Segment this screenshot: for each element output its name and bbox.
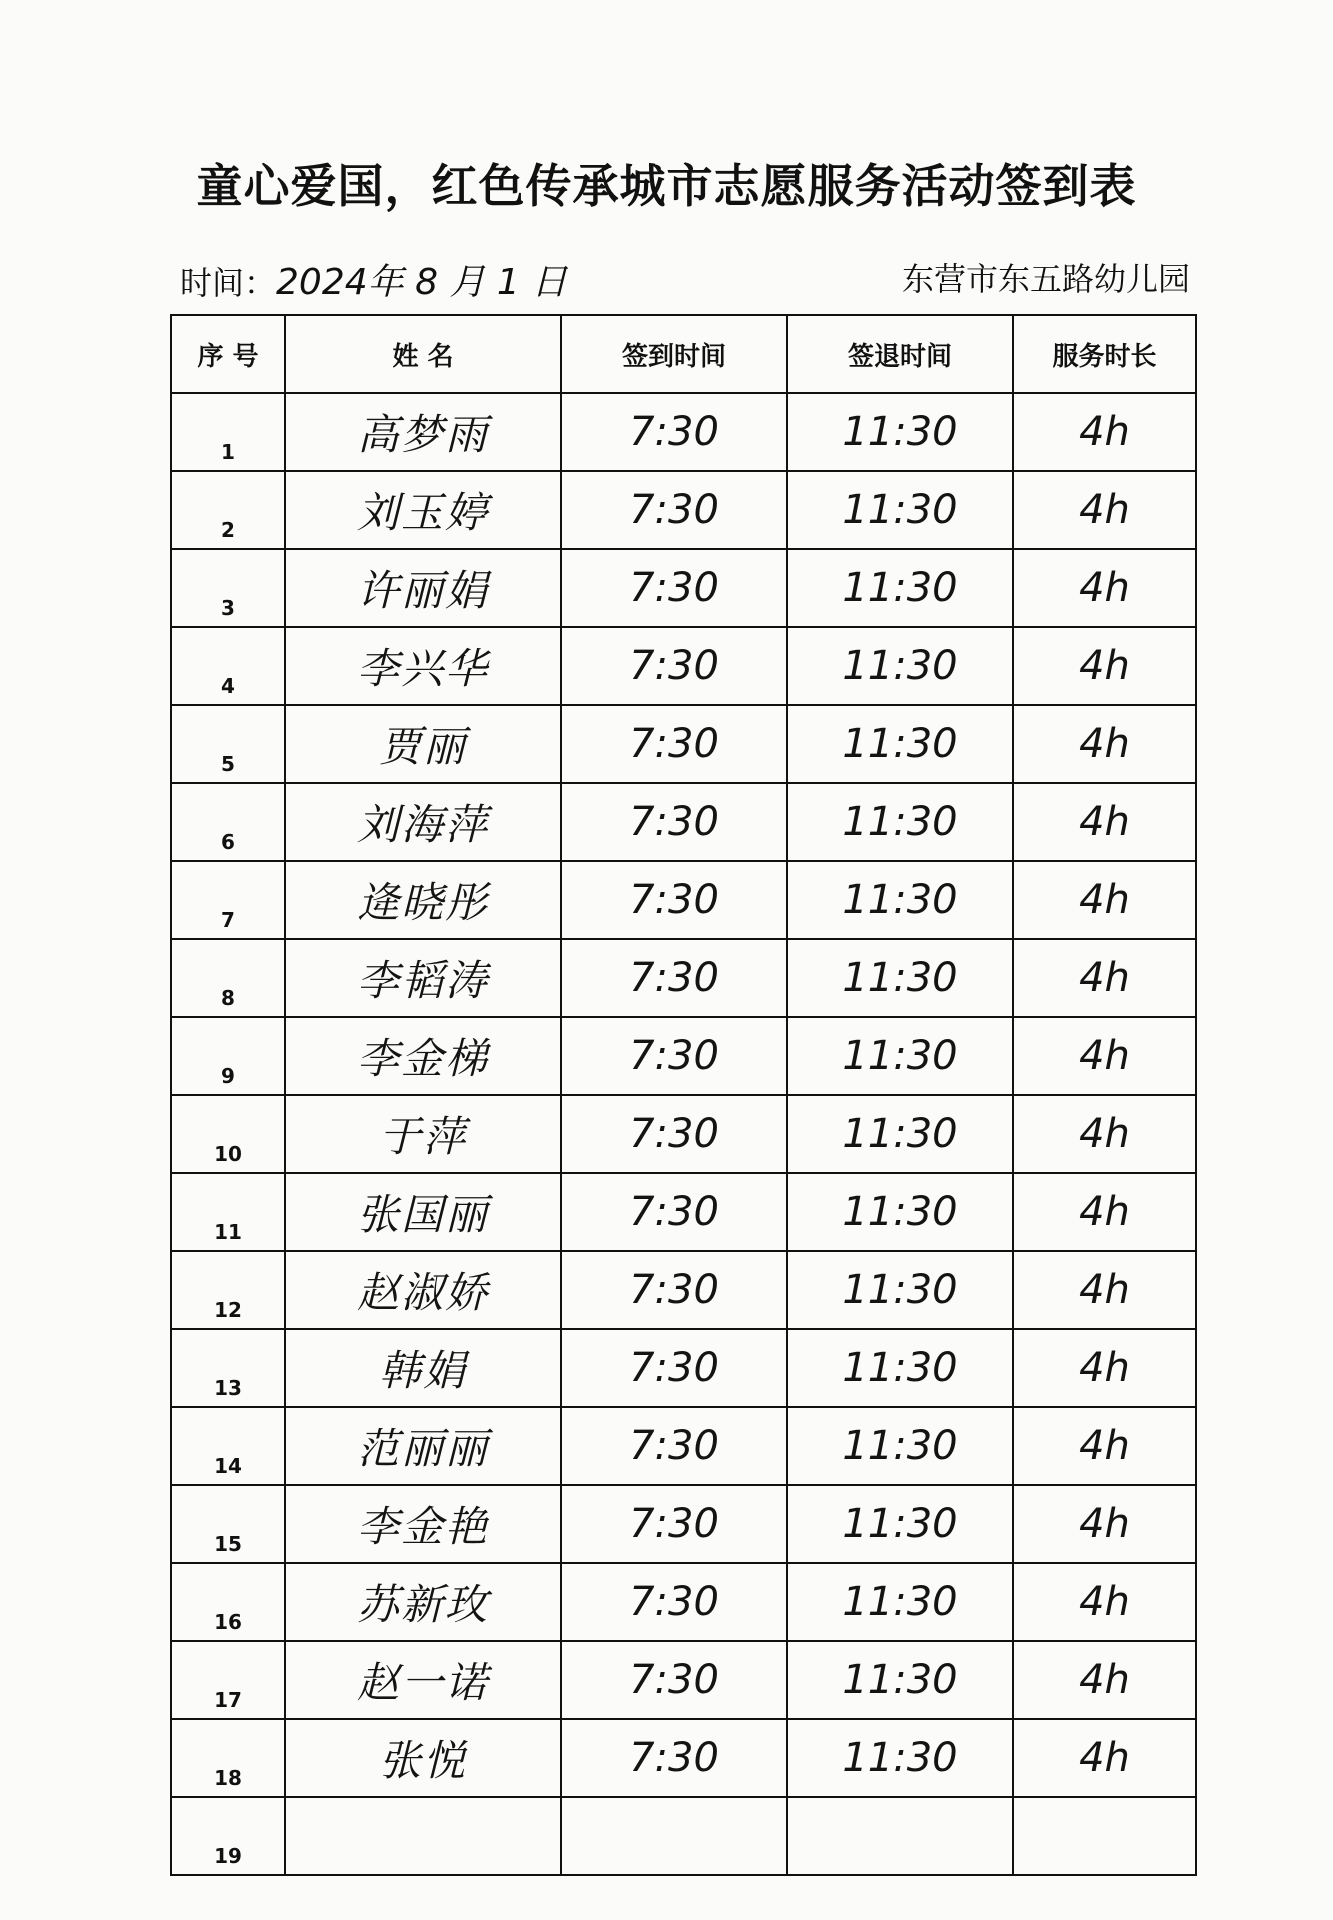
row-name: 许丽娟	[285, 549, 561, 627]
row-name: 李韬涛	[285, 939, 561, 1017]
row-name: 张国丽	[285, 1173, 561, 1251]
row-seq: 11	[171, 1173, 285, 1251]
row-sign-out-time: 11:30	[787, 1719, 1013, 1797]
row-seq: 18	[171, 1719, 285, 1797]
row-sign-in-time: 7:30	[561, 1407, 787, 1485]
row-seq: 6	[171, 783, 285, 861]
row-duration: 4h	[1013, 939, 1196, 1017]
row-sign-out-time: 11:30	[787, 1485, 1013, 1563]
row-duration: 4h	[1013, 705, 1196, 783]
table-row	[171, 549, 1196, 627]
row-sign-out-time: 11:30	[787, 1173, 1013, 1251]
row-seq: 17	[171, 1641, 285, 1719]
organization-name: 东营市东五路幼儿园	[901, 260, 1190, 298]
row-sign-in-time: 7:30	[561, 1095, 787, 1173]
table-row	[171, 1173, 1196, 1251]
row-name: 逄晓彤	[285, 861, 561, 939]
row-sign-in-time	[561, 1797, 787, 1875]
row-sign-in-time: 7:30	[561, 783, 787, 861]
meta-row	[180, 254, 1190, 304]
row-sign-out-time: 11:30	[787, 1329, 1013, 1407]
row-name: 李金梯	[285, 1017, 561, 1095]
row-sign-in-time: 7:30	[561, 549, 787, 627]
row-name: 范丽丽	[285, 1407, 561, 1485]
date-field	[180, 254, 567, 305]
row-duration: 4h	[1013, 549, 1196, 627]
header-duration: 服务时长	[1013, 315, 1196, 393]
row-sign-in-time: 7:30	[561, 1563, 787, 1641]
row-duration: 4h	[1013, 1563, 1196, 1641]
row-duration: 4h	[1013, 1407, 1196, 1485]
table-row	[171, 1329, 1196, 1407]
row-duration: 4h	[1013, 1329, 1196, 1407]
header-sign-in: 签到时间	[561, 315, 787, 393]
row-sign-out-time: 11:30	[787, 861, 1013, 939]
table-row	[171, 1017, 1196, 1095]
row-seq: 16	[171, 1563, 285, 1641]
row-duration: 4h	[1013, 1173, 1196, 1251]
sheet-title: 童心爱国，红色传承城市志愿服务活动签到表	[196, 159, 1137, 213]
table-row	[171, 627, 1196, 705]
row-sign-in-time: 7:30	[561, 861, 787, 939]
table-row	[171, 1563, 1196, 1641]
row-name: 贾丽	[285, 705, 561, 783]
row-duration: 4h	[1013, 1251, 1196, 1329]
table-row	[171, 1797, 1196, 1875]
row-seq: 10	[171, 1095, 285, 1173]
row-sign-in-time: 7:30	[561, 1719, 787, 1797]
row-sign-out-time: 11:30	[787, 627, 1013, 705]
row-duration: 4h	[1013, 1641, 1196, 1719]
date-label: 时间：	[180, 264, 277, 302]
row-name: 韩娟	[285, 1329, 561, 1407]
row-name: 赵淑娇	[285, 1251, 561, 1329]
row-seq: 2	[171, 471, 285, 549]
row-seq: 1	[171, 393, 285, 471]
row-seq: 15	[171, 1485, 285, 1563]
row-sign-out-time: 11:30	[787, 549, 1013, 627]
row-name: 李兴华	[285, 627, 561, 705]
row-duration: 4h	[1013, 783, 1196, 861]
row-seq: 7	[171, 861, 285, 939]
table-row	[171, 1095, 1196, 1173]
row-sign-out-time: 11:30	[787, 939, 1013, 1017]
row-sign-in-time: 7:30	[561, 471, 787, 549]
table-row	[171, 1719, 1196, 1797]
row-name: 张悦	[285, 1719, 561, 1797]
row-seq: 14	[171, 1407, 285, 1485]
row-name: 赵一诺	[285, 1641, 561, 1719]
row-seq: 12	[171, 1251, 285, 1329]
header-seq: 序 号	[171, 315, 285, 393]
row-name: 高梦雨	[285, 393, 561, 471]
table-row	[171, 705, 1196, 783]
row-name: 于萍	[285, 1095, 561, 1173]
row-duration: 4h	[1013, 627, 1196, 705]
table-row	[171, 783, 1196, 861]
row-sign-in-time: 7:30	[561, 1017, 787, 1095]
row-name: 刘玉婷	[285, 471, 561, 549]
row-seq: 9	[171, 1017, 285, 1095]
table-row	[171, 1407, 1196, 1485]
row-seq: 8	[171, 939, 285, 1017]
row-seq: 13	[171, 1329, 285, 1407]
attendance-table	[170, 314, 1197, 1876]
row-name: 李金艳	[285, 1485, 561, 1563]
row-seq: 5	[171, 705, 285, 783]
row-sign-in-time: 7:30	[561, 393, 787, 471]
row-sign-out-time	[787, 1797, 1013, 1875]
row-sign-in-time: 7:30	[561, 1251, 787, 1329]
row-seq: 4	[171, 627, 285, 705]
row-sign-out-time: 11:30	[787, 1407, 1013, 1485]
table-row	[171, 939, 1196, 1017]
header-name: 姓 名	[285, 315, 561, 393]
row-sign-out-time: 11:30	[787, 783, 1013, 861]
row-name: 苏新玫	[285, 1563, 561, 1641]
row-sign-in-time: 7:30	[561, 705, 787, 783]
row-sign-in-time: 7:30	[561, 627, 787, 705]
row-duration: 4h	[1013, 471, 1196, 549]
row-sign-out-time: 11:30	[787, 471, 1013, 549]
table-row	[171, 861, 1196, 939]
row-sign-out-time: 11:30	[787, 1095, 1013, 1173]
row-duration: 4h	[1013, 1485, 1196, 1563]
table-row	[171, 1485, 1196, 1563]
row-sign-out-time: 11:30	[787, 1251, 1013, 1329]
row-name	[285, 1797, 561, 1875]
row-duration: 4h	[1013, 1719, 1196, 1797]
row-sign-out-time: 11:30	[787, 1641, 1013, 1719]
row-sign-out-time: 11:30	[787, 705, 1013, 783]
table-row	[171, 393, 1196, 471]
row-sign-in-time: 7:30	[561, 1641, 787, 1719]
row-name: 刘海萍	[285, 783, 561, 861]
date-value: 2024年 8 月 1 日	[276, 262, 568, 303]
row-sign-out-time: 11:30	[787, 1017, 1013, 1095]
row-duration: 4h	[1013, 393, 1196, 471]
table-row	[171, 1251, 1196, 1329]
row-duration: 4h	[1013, 861, 1196, 939]
header-sign-out: 签退时间	[787, 315, 1013, 393]
table-header-row	[171, 315, 1196, 393]
row-sign-in-time: 7:30	[561, 1485, 787, 1563]
row-sign-out-time: 11:30	[787, 1563, 1013, 1641]
table-row	[171, 1641, 1196, 1719]
row-sign-in-time: 7:30	[561, 1329, 787, 1407]
row-sign-in-time: 7:30	[561, 1173, 787, 1251]
row-duration	[1013, 1797, 1196, 1875]
row-sign-out-time: 11:30	[787, 393, 1013, 471]
row-seq: 3	[171, 549, 285, 627]
row-sign-in-time: 7:30	[561, 939, 787, 1017]
table-row	[171, 471, 1196, 549]
row-seq: 19	[171, 1797, 285, 1875]
row-duration: 4h	[1013, 1095, 1196, 1173]
row-duration: 4h	[1013, 1017, 1196, 1095]
